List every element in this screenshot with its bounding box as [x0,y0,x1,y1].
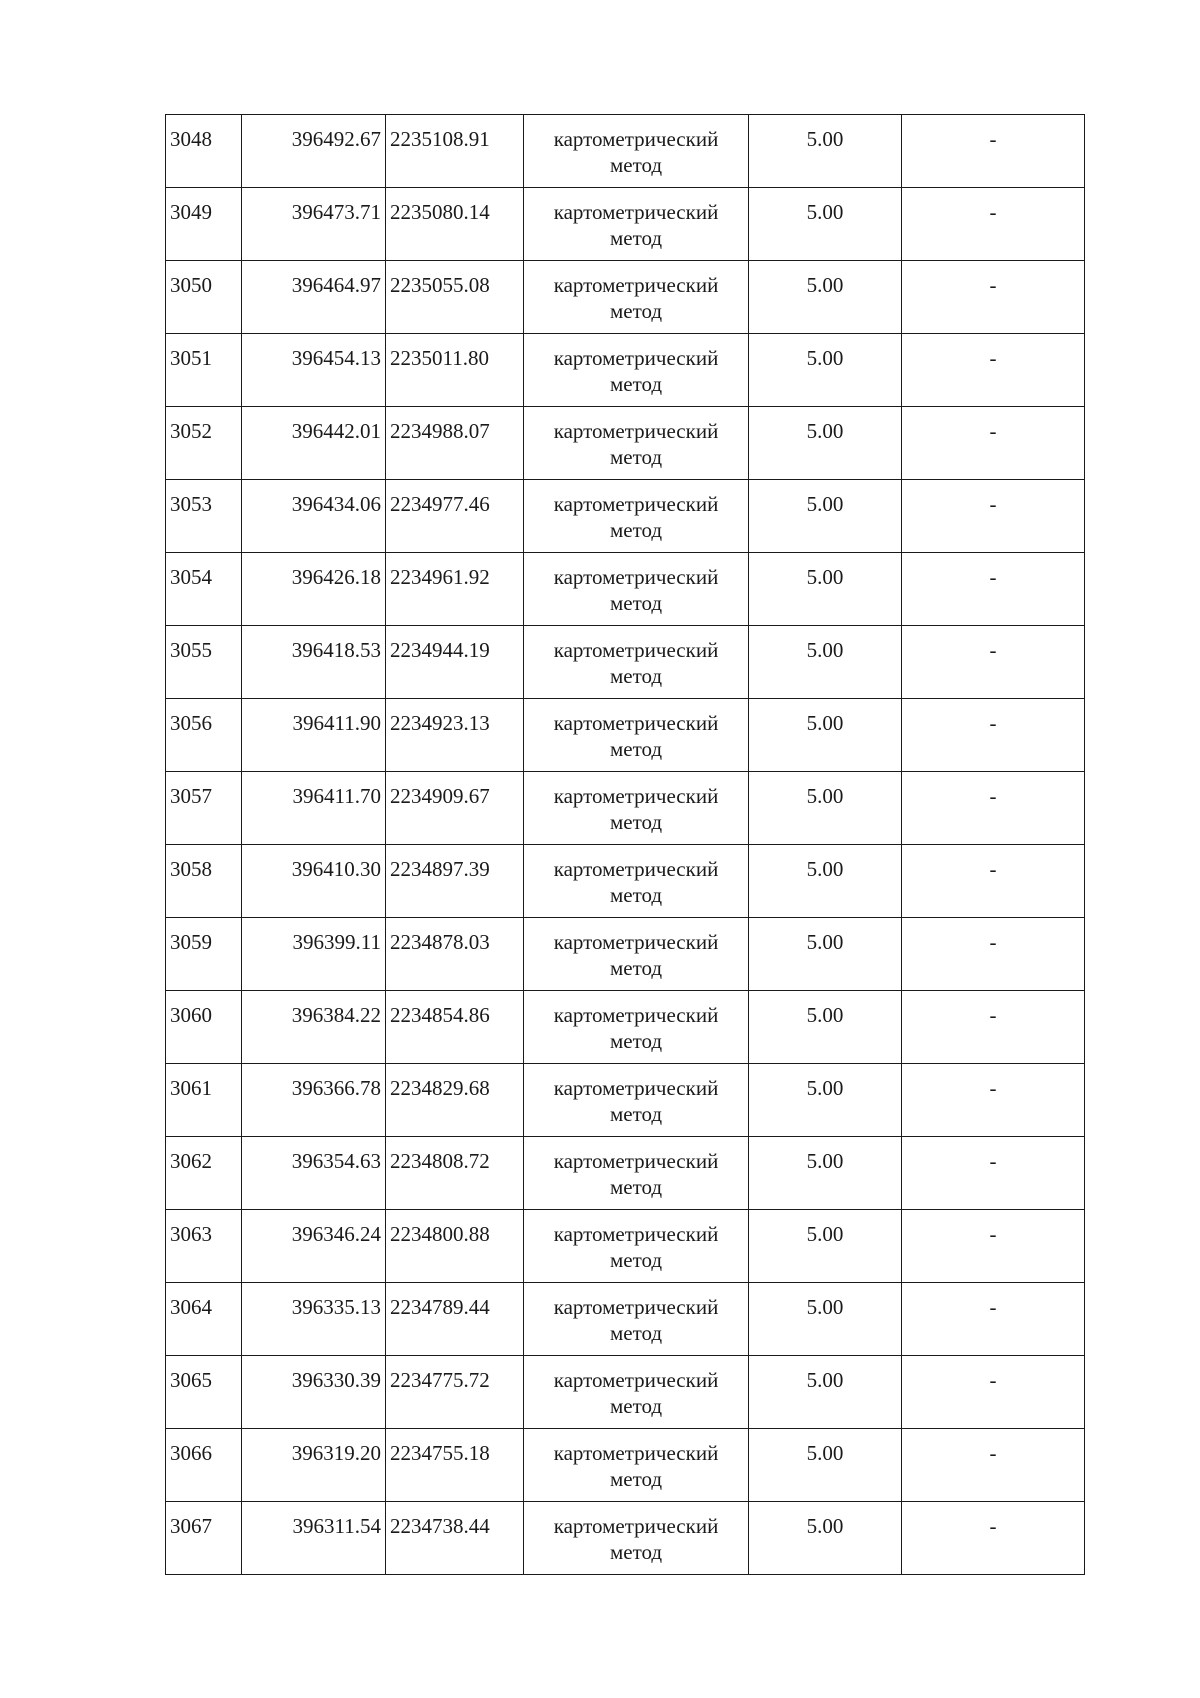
table-row [166,480,1085,553]
description-cell: - [902,991,1085,1064]
accuracy-cell: 5.00 [749,845,902,918]
point-number-cell: 3067 [166,1502,242,1575]
y-coordinate-cell: 2234909.67 [386,772,524,845]
table-row [166,188,1085,261]
accuracy-cell: 5.00 [749,334,902,407]
point-number-cell: 3050 [166,261,242,334]
y-coordinate-cell: 2235011.80 [386,334,524,407]
point-number-cell: 3061 [166,1064,242,1137]
accuracy-cell: 5.00 [749,261,902,334]
accuracy-cell: 5.00 [749,1283,902,1356]
x-coordinate-cell: 396399.11 [242,918,386,991]
accuracy-cell: 5.00 [749,1064,902,1137]
accuracy-cell: 5.00 [749,480,902,553]
point-number-cell: 3048 [166,115,242,188]
method-cell: картометрический метод [524,553,749,626]
x-coordinate-cell: 396319.20 [242,1429,386,1502]
x-coordinate-cell: 396410.30 [242,845,386,918]
description-cell: - [902,334,1085,407]
method-cell: картометрический метод [524,1356,749,1429]
x-coordinate-cell: 396354.63 [242,1137,386,1210]
table-row [166,699,1085,772]
x-coordinate-cell: 396464.97 [242,261,386,334]
y-coordinate-cell: 2234944.19 [386,626,524,699]
table-row [166,626,1085,699]
method-cell: картометрический метод [524,334,749,407]
description-cell: - [902,1283,1085,1356]
x-coordinate-cell: 396434.06 [242,480,386,553]
table-row [166,991,1085,1064]
table-row [166,1283,1085,1356]
description-cell: - [902,553,1085,626]
table-row [166,407,1085,480]
x-coordinate-cell: 396418.53 [242,626,386,699]
method-cell: картометрический метод [524,1210,749,1283]
method-cell: картометрический метод [524,480,749,553]
y-coordinate-cell: 2234897.39 [386,845,524,918]
coordinates-table [165,114,1085,1575]
y-coordinate-cell: 2234854.86 [386,991,524,1064]
point-number-cell: 3063 [166,1210,242,1283]
point-number-cell: 3062 [166,1137,242,1210]
y-coordinate-cell: 2234977.46 [386,480,524,553]
point-number-cell: 3056 [166,699,242,772]
method-cell: картометрический метод [524,1283,749,1356]
y-coordinate-cell: 2235080.14 [386,188,524,261]
accuracy-cell: 5.00 [749,553,902,626]
table-row [166,1502,1085,1575]
y-coordinate-cell: 2234878.03 [386,918,524,991]
table-row [166,1429,1085,1502]
point-number-cell: 3051 [166,334,242,407]
point-number-cell: 3060 [166,991,242,1064]
description-cell: - [902,1210,1085,1283]
table-row [166,261,1085,334]
description-cell: - [902,699,1085,772]
x-coordinate-cell: 396311.54 [242,1502,386,1575]
x-coordinate-cell: 396366.78 [242,1064,386,1137]
x-coordinate-cell: 396411.70 [242,772,386,845]
x-coordinate-cell: 396426.18 [242,553,386,626]
point-number-cell: 3052 [166,407,242,480]
description-cell: - [902,772,1085,845]
description-cell: - [902,1137,1085,1210]
x-coordinate-cell: 396346.24 [242,1210,386,1283]
accuracy-cell: 5.00 [749,1502,902,1575]
method-cell: картометрический метод [524,407,749,480]
y-coordinate-cell: 2235108.91 [386,115,524,188]
point-number-cell: 3053 [166,480,242,553]
table-row [166,553,1085,626]
y-coordinate-cell: 2234755.18 [386,1429,524,1502]
table-row [166,1210,1085,1283]
table-row [166,772,1085,845]
method-cell: картометрический метод [524,188,749,261]
description-cell: - [902,845,1085,918]
method-cell: картометрический метод [524,991,749,1064]
method-cell: картометрический метод [524,1429,749,1502]
x-coordinate-cell: 396384.22 [242,991,386,1064]
table-row [166,334,1085,407]
description-cell: - [902,480,1085,553]
method-cell: картометрический метод [524,115,749,188]
x-coordinate-cell: 396492.67 [242,115,386,188]
coordinates-table-body [166,115,1085,1575]
table-row [166,1064,1085,1137]
table-row [166,918,1085,991]
y-coordinate-cell: 2234808.72 [386,1137,524,1210]
point-number-cell: 3058 [166,845,242,918]
description-cell: - [902,407,1085,480]
accuracy-cell: 5.00 [749,699,902,772]
accuracy-cell: 5.00 [749,772,902,845]
method-cell: картометрический метод [524,845,749,918]
accuracy-cell: 5.00 [749,1137,902,1210]
description-cell: - [902,1064,1085,1137]
y-coordinate-cell: 2234775.72 [386,1356,524,1429]
method-cell: картометрический метод [524,1137,749,1210]
accuracy-cell: 5.00 [749,115,902,188]
y-coordinate-cell: 2234961.92 [386,553,524,626]
y-coordinate-cell: 2235055.08 [386,261,524,334]
description-cell: - [902,626,1085,699]
accuracy-cell: 5.00 [749,626,902,699]
method-cell: картометрический метод [524,772,749,845]
description-cell: - [902,918,1085,991]
y-coordinate-cell: 2234829.68 [386,1064,524,1137]
table-row [166,845,1085,918]
description-cell: - [902,261,1085,334]
point-number-cell: 3065 [166,1356,242,1429]
accuracy-cell: 5.00 [749,1210,902,1283]
method-cell: картометрический метод [524,1502,749,1575]
method-cell: картометрический метод [524,918,749,991]
accuracy-cell: 5.00 [749,918,902,991]
x-coordinate-cell: 396473.71 [242,188,386,261]
description-cell: - [902,1429,1085,1502]
y-coordinate-cell: 2234988.07 [386,407,524,480]
description-cell: - [902,188,1085,261]
point-number-cell: 3066 [166,1429,242,1502]
point-number-cell: 3055 [166,626,242,699]
table-row [166,1137,1085,1210]
table-row [166,115,1085,188]
point-number-cell: 3054 [166,553,242,626]
x-coordinate-cell: 396442.01 [242,407,386,480]
x-coordinate-cell: 396330.39 [242,1356,386,1429]
accuracy-cell: 5.00 [749,188,902,261]
y-coordinate-cell: 2234923.13 [386,699,524,772]
y-coordinate-cell: 2234789.44 [386,1283,524,1356]
description-cell: - [902,1356,1085,1429]
method-cell: картометрический метод [524,699,749,772]
method-cell: картометрический метод [524,261,749,334]
method-cell: картометрический метод [524,1064,749,1137]
x-coordinate-cell: 396335.13 [242,1283,386,1356]
description-cell: - [902,1502,1085,1575]
description-cell: - [902,115,1085,188]
accuracy-cell: 5.00 [749,1429,902,1502]
x-coordinate-cell: 396411.90 [242,699,386,772]
point-number-cell: 3059 [166,918,242,991]
x-coordinate-cell: 396454.13 [242,334,386,407]
point-number-cell: 3049 [166,188,242,261]
point-number-cell: 3057 [166,772,242,845]
table-row [166,1356,1085,1429]
method-cell: картометрический метод [524,626,749,699]
y-coordinate-cell: 2234800.88 [386,1210,524,1283]
accuracy-cell: 5.00 [749,407,902,480]
y-coordinate-cell: 2234738.44 [386,1502,524,1575]
point-number-cell: 3064 [166,1283,242,1356]
accuracy-cell: 5.00 [749,1356,902,1429]
accuracy-cell: 5.00 [749,991,902,1064]
